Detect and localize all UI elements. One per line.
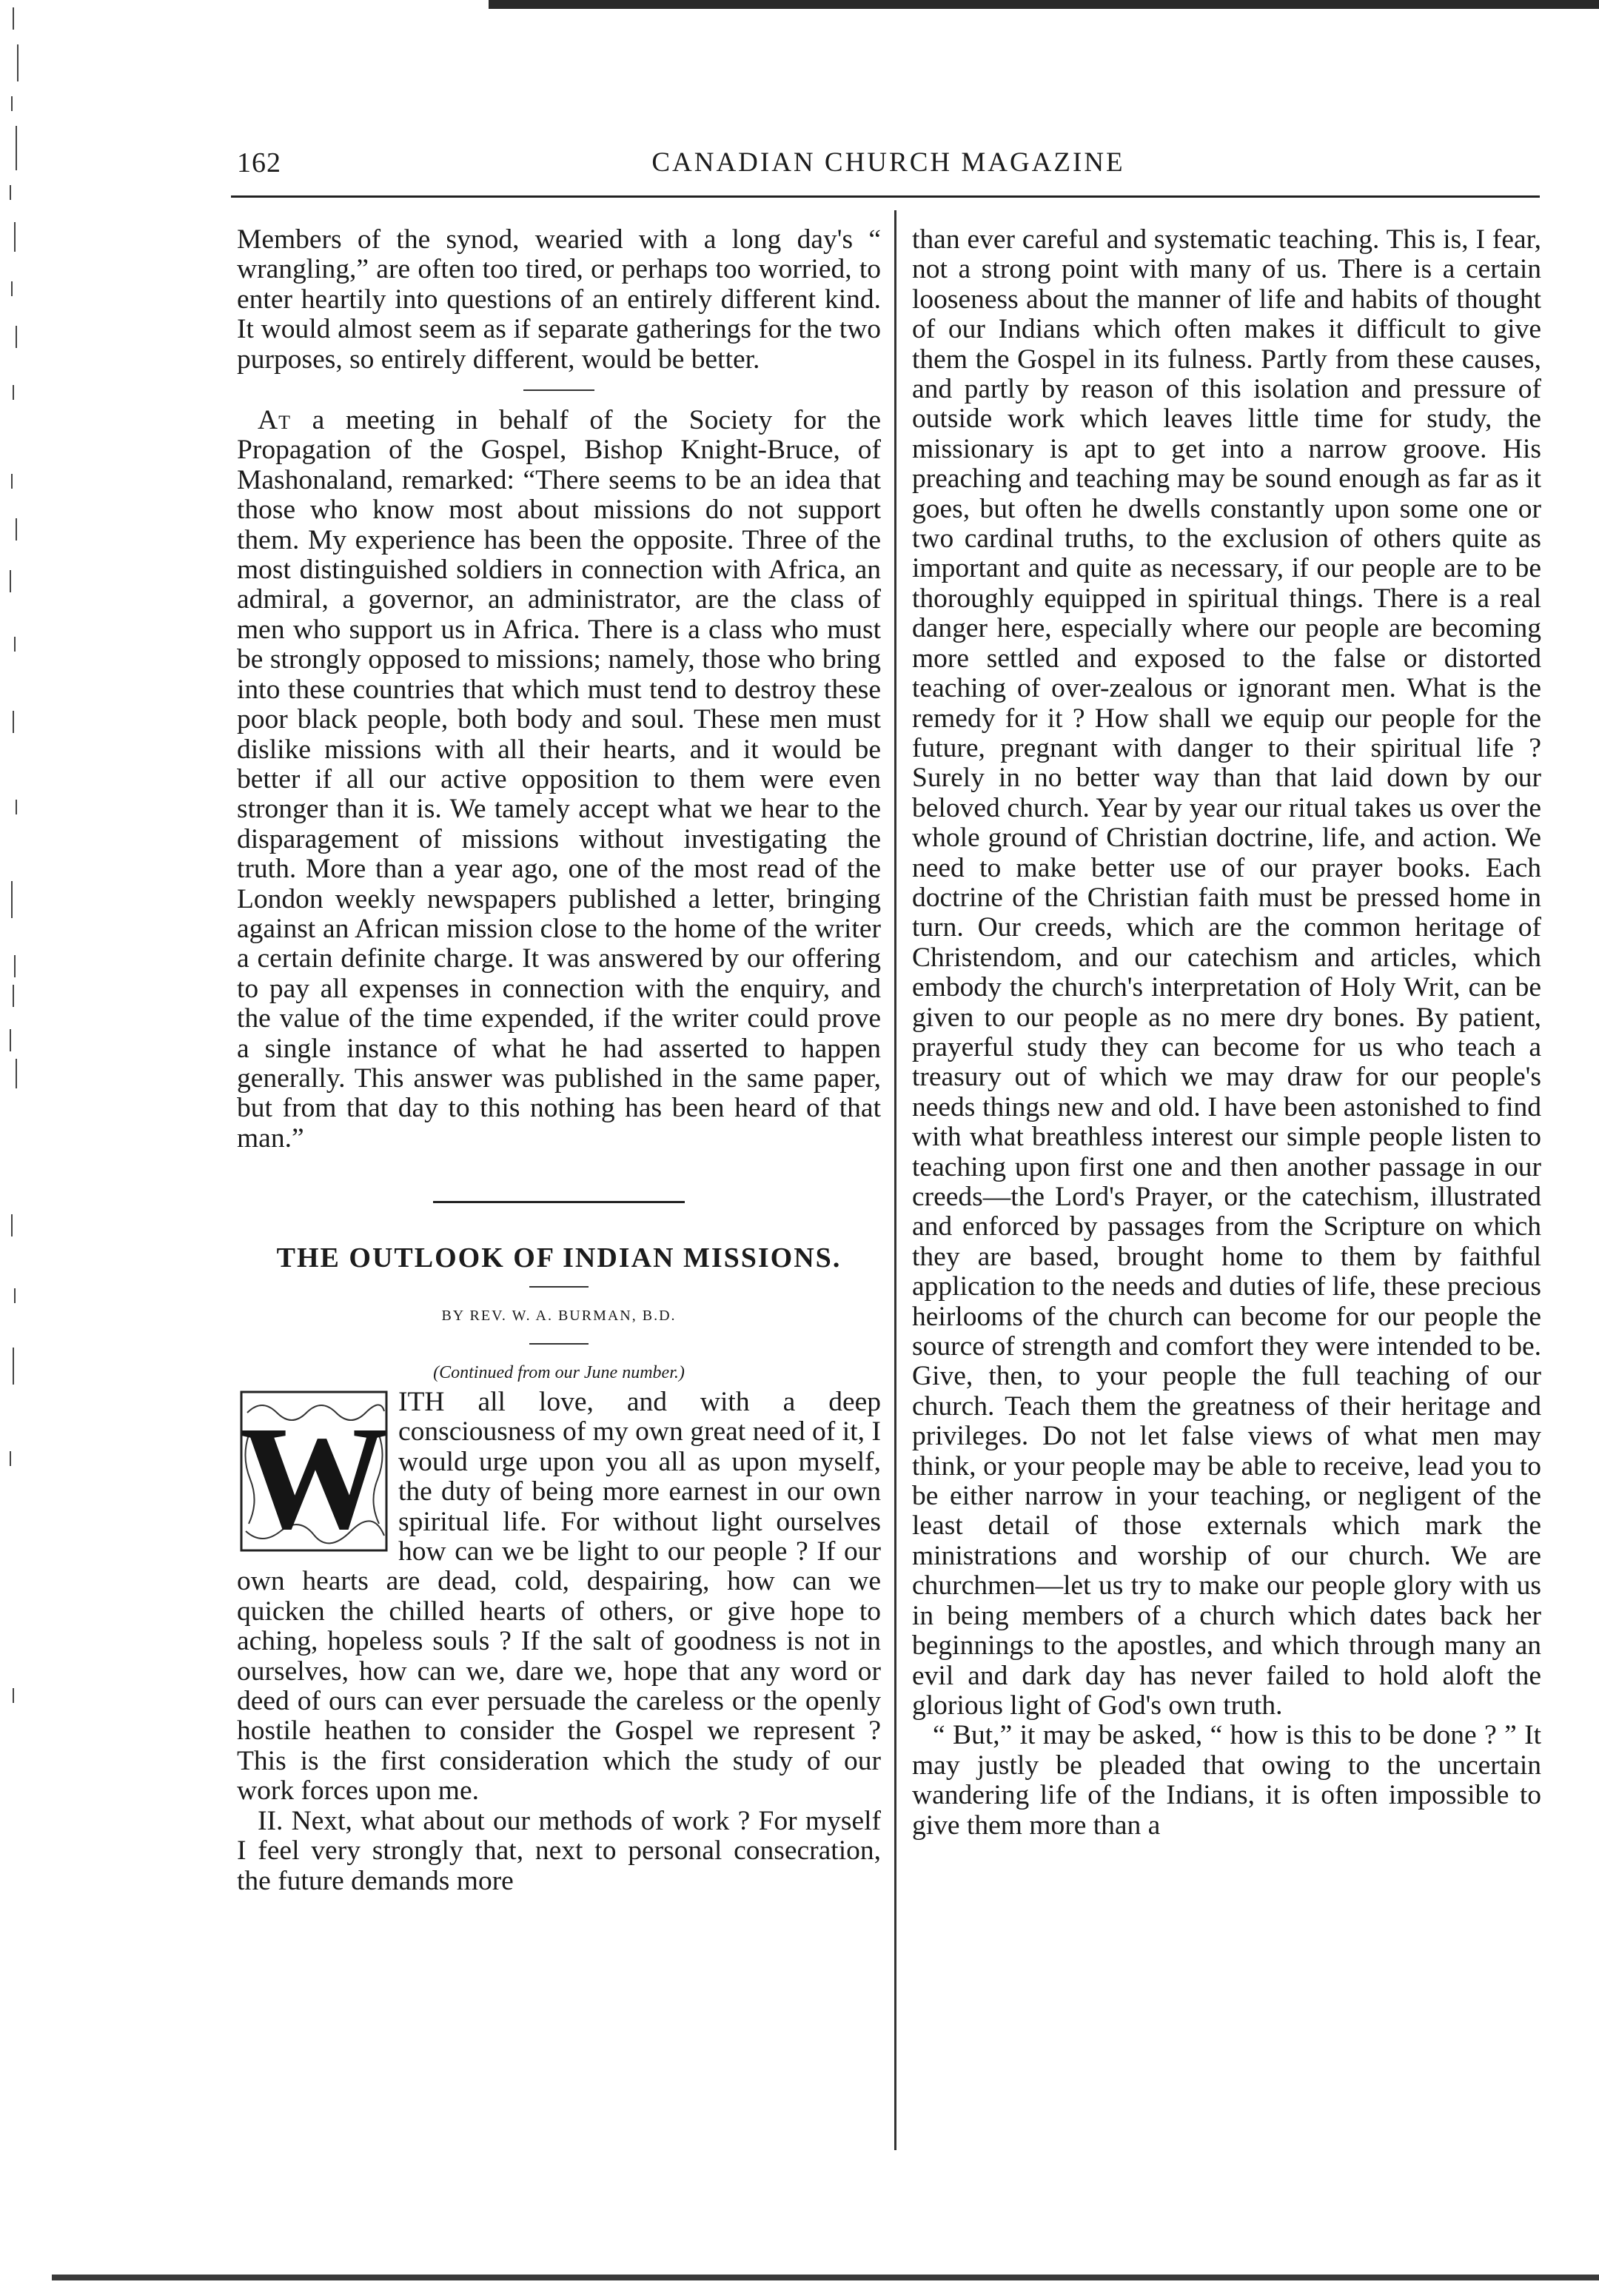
paragraph-synod: Members of the synod, wearied with a long day's “ wrangling,” are often too tired, or perhaps too worried, to enter heartily into questions of an entirely different kind. It would almost seem as if separate gatherings for the two purposes, so entirely different, would be better. bbox=[237, 224, 881, 375]
title-rule bbox=[529, 1286, 589, 1288]
right-column bbox=[912, 225, 1541, 1841]
paragraph-spg-meeting bbox=[237, 406, 881, 1154]
scan-edge-marks bbox=[3, 0, 25, 1703]
top-border-rule bbox=[489, 0, 1599, 9]
article-byline: BY REV. W. A. BURMAN, B.D. bbox=[441, 1308, 677, 1325]
paragraph-spg-body: a meeting in behalf of the Society for the Propagation of the Gospel, Bishop Knight-Bruce, of Mashonaland, remarked: “There seems to be an idea that those who know most about missions do not support them. My experience has been the opposite. Three of the most distinguished soldiers in connection with Africa, an admiral, a governor, an administrator, are the class of men who support us in Africa. There is a class who must be strongly opposed to missions; namely, those who bring into these countries that which must tend to destroy these poor black people, both body and soul. These men must dislike missions with all their hearts, and it would be better if all our active opposition to them were even stronger than it is. We tamely accept what we hear to the disparagement of missions without investigating the truth. More than a year ago, one of the most read of the London weekly newspapers published a letter, bringing against an African mission close to the home of the writer a certain definite charge. It was answered by our offering to pay all expenses in connection with the enquiry, and the value of the time expended, if the writer could prove a single instance of what he had asserted to happen generally. This answer was published in the same paper, but from that day to this nothing has been heard of that man.” bbox=[237, 405, 881, 1154]
column-divider bbox=[894, 210, 896, 2150]
left-column bbox=[237, 225, 881, 1896]
paragraph-separator-rule bbox=[523, 389, 594, 391]
drop-cap-w bbox=[240, 1390, 388, 1552]
page-number: 162 bbox=[237, 147, 281, 178]
section-rule bbox=[433, 1201, 685, 1203]
paragraph-methods: II. Next, what about our methods of work ? For myself I feel very strongly that, next to personal consecration, the future demands more bbox=[237, 1805, 881, 1896]
bottom-border-rule bbox=[52, 2275, 1599, 2280]
continued-note: (Continued from our June number.) bbox=[433, 1362, 685, 1382]
header-rule bbox=[231, 195, 1540, 198]
page-header bbox=[237, 147, 1540, 191]
svg-text:W: W bbox=[240, 1396, 388, 1552]
paragraph-how-done: “ But,” it may be asked, “ how is this to be done ? ” It may justly be pleaded that owing to the uncertain wandering life of the Indians, it is often impossible to give them more than a bbox=[912, 1720, 1541, 1841]
running-title: CANADIAN CHURCH MAGAZINE bbox=[651, 147, 1125, 178]
byline-rule bbox=[529, 1343, 589, 1345]
paragraph-teaching: than ever careful and systematic teaching. This is, I fear, not a strong point with many of us. There is a certain looseness about the manner of life and habits of thought of our Indians which often makes it difficult to give them the Gospel in its fulness. Partly from these causes, and partly by reason of this isolation and pressure of outside work which leaves little time for study, the missionary is apt to get into a narrow groove. His preaching and teaching may be sound enough as far as it goes, but often he dwells constantly upon some one or two cardinal truths, to the exclusion of others quite as important and quite as necessary, if our people are to be thoroughly equipped in spiritual things. There is a real danger here, especially where our people are becoming more settled and exposed to the false or distorted teaching of over-zealous or ignorant men. What is the remedy for it ? How shall we equip our people for the future, pregnant with danger to their spiritual life ? Surely in no better way than that laid down by our beloved church. Year by year our ritual takes us over the whole ground of Christian doctrine, life, and action. We need to make better use of our prayer books. Each doctrine of the Christian faith must be pressed home in turn. Our creeds, which are the common heritage of Christendom, and our catechism and articles, which embody the church's interpretation of Holy Writ, can be given to our people as no mere dry bones. By patient, prayerful study they can become for us who teach a treasury out of which we may draw for our people's needs things new and old. I have been astonished to find with what breathless interest our simple people listen to teaching upon first one and then another passage in our creeds—the Lord's Prayer, or the catechism, illustrated and enforced by passages from the Scripture on which they are based, brought home to them by faithful application to the needs and duties of life, these precious heirlooms of the church can become for our people the source of strength and comfort they were intended to be. Give, then, to your people the full teaching of our church. Teach them the greatness of their heritage and privileges. Do not let false views of what men may think, or your people may be able to receive, lead you to be either narrow in your teaching, or negligent of the least detail of those externals which mark the ministrations and worship of our church. We are churchmen—let us try to make our people glory with us in being members of a church which dates back her beginnings to the apostles, and which through many an evil and dark day has never failed to hold aloft the glorious light of God's own truth. bbox=[912, 224, 1541, 1721]
paragraph-outlook-intro: ITH all love, and with a deep consciousness of my own great need of it, I would urge upon you all as upon myself, the duty of being more earnest in our own spiritual life. For without light ourselves how can we be light to our people ? If our own hearts are dead, cold, despairing, how can we quicken the chilled hearts of others, or give hope to aching, hopeless souls ? If the salt of goodness is not in ourselves, how can we, dare we, hope that any word or deed of ours can ever persuade the careless or the openly hostile heathen to consider the Gospel we represent ? This is the first consideration which the study of our work forces upon me. bbox=[237, 1387, 881, 1807]
article-title: THE OUTLOOK OF INDIAN MISSIONS. bbox=[276, 1242, 842, 1274]
paragraph-lead-word: At bbox=[258, 405, 291, 436]
